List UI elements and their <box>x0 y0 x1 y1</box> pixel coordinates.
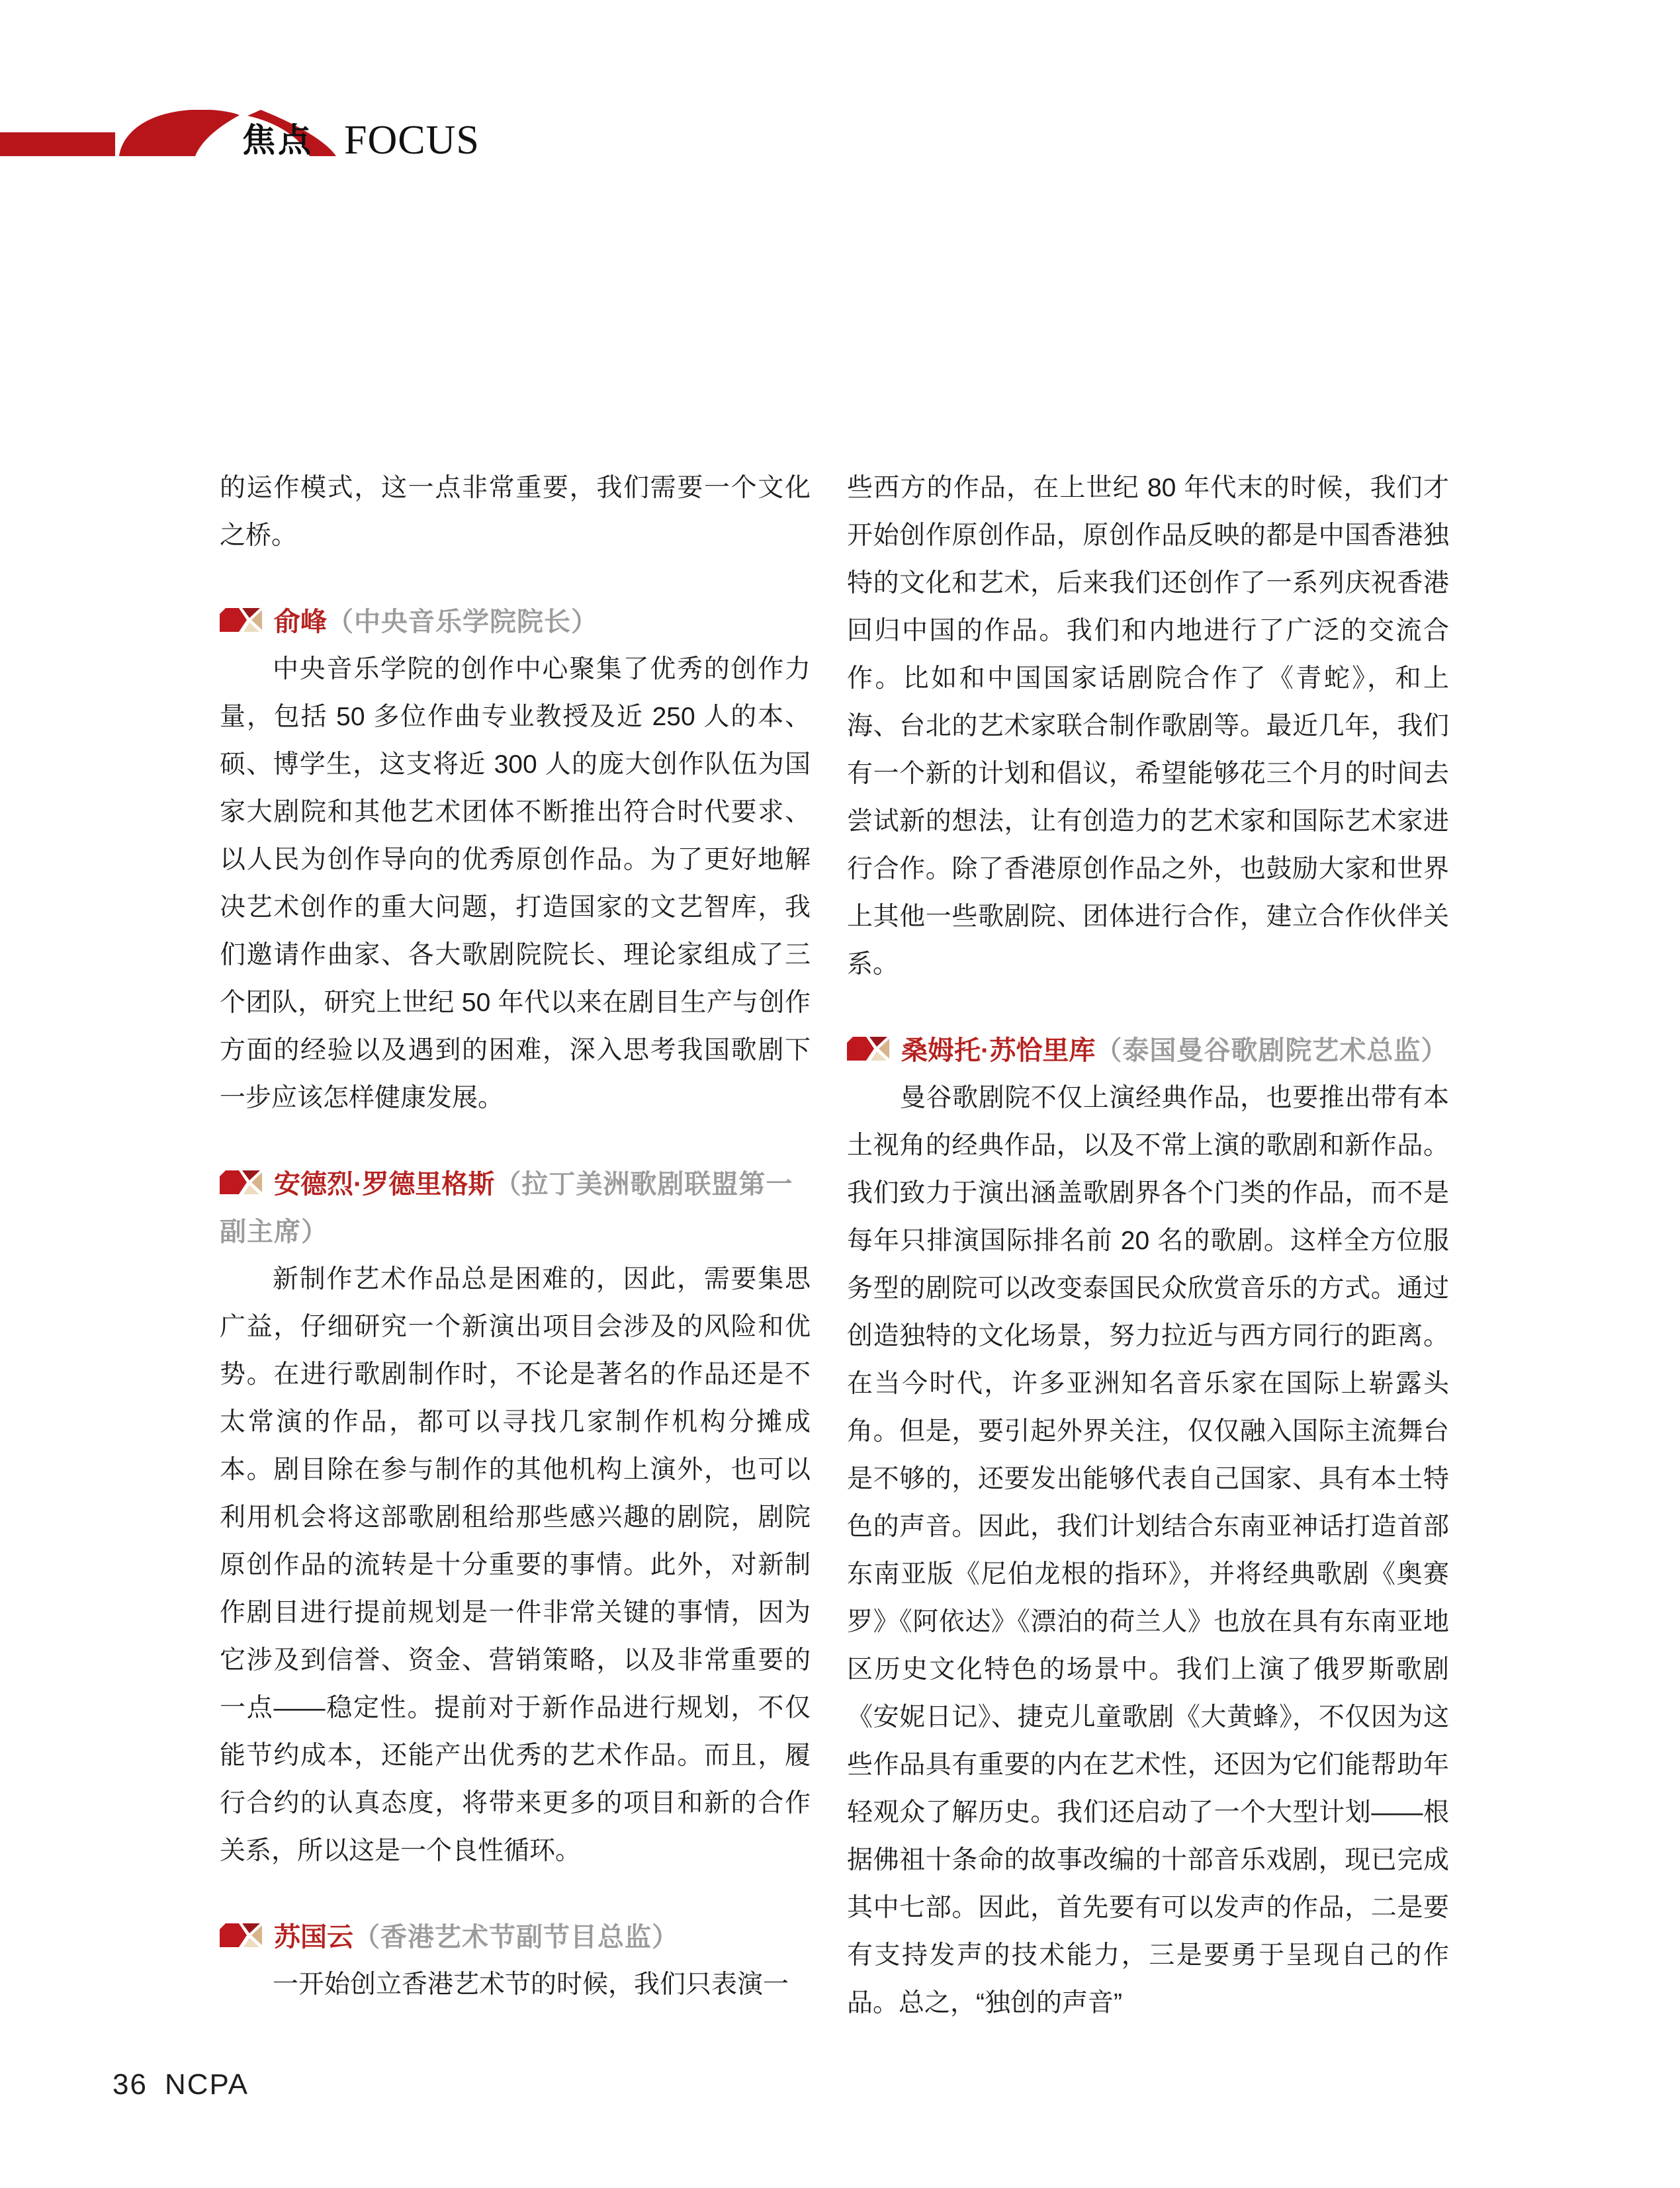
speaker-heading-somtow <box>847 1027 1449 1074</box>
speaker-paragraph: 曼谷歌剧院不仅上演经典作品，也要推出带有本土视角的经典作品，以及不常上演的歌剧和新作品。我们致力于演出涵盖歌剧界各个门类的作品，而不是每年只排演国际排名前 20 名的歌剧。这样全方位服务型的剧院可以改变泰国民众欣赏音乐的方式。通过创造独特的文化场景，努力拉近与西方同行的距离。在当今时代，许多亚洲知名音乐家在国际上崭露头角。但是，要引起外界关注，仅仅融入国际主流舞台是不够的，还要发出能够代表自己国家、具有本土特色的声音。因此，我们计划结合东南亚神话打造首部东南亚版《尼伯龙根的指环》，并将经典歌剧《奥赛罗》《阿依达》《漂泊的荷兰人》也放在具有东南亚地区历史文化特色的场景中。我们上演了俄罗斯歌剧《安妮日记》、捷克儿童歌剧《大黄蜂》，不仅因为这些作品具有重要的内在艺术性，还因为它们能帮助年轻观众了解历史。我们还启动了一个大型计划——根据佛祖十条命的故事改编的十部音乐戏剧，现已完成其中七部。因此，首先要有可以发声的作品，二是要有支持发声的技术能力，三是要勇于呈现自己的作品。总之，“独创的声音” <box>847 1084 1449 2017</box>
speaker-heading-sukwokwan <box>220 1913 811 1961</box>
speaker-paragraph: 新制作艺术作品总是困难的，因此，需要集思广益，仔细研究一个新演出项目会涉及的风险和优势。在进行歌剧制作时，不论是著名的作品还是不太常演的作品，都可以寻找几家制作机构分摊成本。剧目除在参与制作的其他机构上演外，也可以利用机会将这部歌剧租给那些感兴趣的剧院，剧院原创作品的流转是十分重要的事情。此外，对新制作剧目进行提前规划是一件非常关键的事情，因为它涉及到信誉、资金、营销策略，以及非常重要的一点——稳定性。提前对于新作品进行规划，不仅能节约成本，还能产出优秀的艺术作品。而且，履行合约的认真态度，将带来更多的项目和新的合作关系，所以这是一个良性循环。 <box>220 1265 811 1865</box>
speaker-flag-icon <box>220 1915 263 1939</box>
masthead-section-title-en: FOCUS <box>344 118 480 163</box>
speaker-title: （香港艺术节副节目总监） <box>353 1923 679 1952</box>
page-folio <box>112 2070 249 2100</box>
speaker-name: 安德烈·罗德里格斯 <box>274 1170 495 1199</box>
speaker-name: 桑姆托·苏恰里库 <box>901 1036 1096 1065</box>
masthead-section-title-cn: 焦点 <box>242 122 314 159</box>
speaker-heading-andre <box>220 1160 811 1256</box>
lead-paragraph: 些西方的作品，在上世纪 80 年代末的时候，我们才开始创作原创作品，原创作品反映的都是中国香港独特的文化和艺术，后来我们还创作了一系列庆祝香港回归中国的作品。我们和内地进行了广泛的交流合作。比如和中国国家话剧院合作了《青蛇》，和上海、台北的艺术家联合制作歌剧等。最近几年，我们有一个新的计划和倡议，希望能够花三个月的时间去尝试新的想法，让有创造力的艺术家和国际艺术家进行合作。除了香港原创作品之外，也鼓励大家和世界上其他一些歌剧院、团体进行合作，建立合作伙伴关系。 <box>847 474 1449 979</box>
speaker-title: （泰国曼谷歌剧院艺术总监） <box>1095 1036 1448 1065</box>
page-number: 36 <box>112 2068 148 2101</box>
speaker-heading-yufeng <box>220 598 811 646</box>
speaker-paragraph: 中央音乐学院的创作中心聚集了优秀的创作力量，包括 50 多位作曲专业教授及近 250 人的本、硕、博学生，这支将近 300 人的庞大创作队伍为国家大剧院和其他艺术团体不断推出符合时代要求、以人民为创作导向的优秀原创作品。为了更好地解决艺术创作的重大问题，打造国家的文艺智库，我们邀请作曲家、各大歌剧院院长、理论家组成了三个团队，研究上世纪 50 年代以来在剧目生产与创作方面的经验以及遇到的困难，深入思考我国歌剧下一步应该怎样健康发展。 <box>220 655 811 1112</box>
speaker-flag-icon <box>220 1162 263 1186</box>
journal-brand: NCPA <box>164 2068 249 2101</box>
speaker-name: 苏国云 <box>274 1923 353 1952</box>
lead-paragraph: 的运作模式，这一点非常重要，我们需要一个文化之桥。 <box>220 474 811 550</box>
text-column-left <box>220 464 811 2009</box>
speaker-paragraph: 一开始创立香港艺术节的时候，我们只表演一 <box>273 1970 789 1999</box>
speaker-title: （中央音乐学院院长） <box>327 607 598 636</box>
masthead-red-bar <box>0 132 115 156</box>
speaker-flag-icon <box>847 1028 891 1052</box>
text-column-right <box>847 464 1449 2027</box>
speaker-title: （拉丁美洲歌剧联盟第一副主席） <box>220 1170 793 1247</box>
speaker-name: 俞峰 <box>274 607 327 636</box>
speaker-flag-icon <box>220 599 263 623</box>
